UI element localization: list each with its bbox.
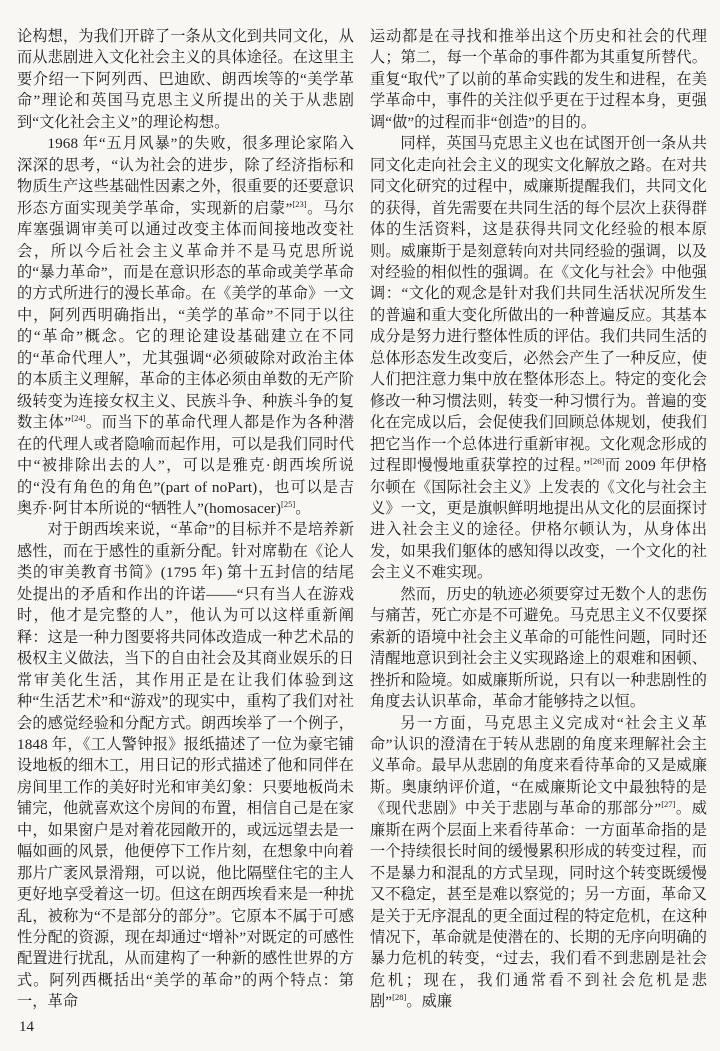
paragraph: 同样，英国马克思主义也在试图开创一条从共同文化走向社会主义的现实文化解放之路。在对共同文化研究的过程中，威廉斯提醒我们，共同文化的获得，首先需要在共同生活的每个层次上获得群体的生活资料，这是获得共同文化经验的根本原则。威廉斯于是刻意转向对共同经验的强调，以及对经验的相似性的强调。在《文化与社会》中他强调：“文化的观念是针对我们共同生活状况所发生的普遍和重大变化所做出的一种普遍反应。其基本成分是努力进行整体性质的评估。我们共同生活的总体形态发生改变后，必然会产生了一种反应，使人们把注意力集中放在整体形态上。特定的变化会修改一种习惯法则，转变一种习惯行为。普遍的变化在完成以后，会促使我们回顾总体规划，使我们把它当作一个总体进行重新审视。文化观念形成的过程即慢慢地重获掌控的过程。”[26]而 2009 年伊格尔顿在《国际社会主义》上发表的《文化与社会主义》一文，更是旗帜鲜明地提出从文化的层面探讨进入社会主义的途径。伊格尔顿认为，从身体出发，如果我们躯体的感知得以改变，一个文化的社会主义不难实现。	[370, 135, 707, 582]
footnote-ref: [23]	[292, 198, 307, 209]
paragraph: 论构想，为我们开辟了一条从文化到共同文化，从而从悲剧进入文化社会主义的具体途径。在这里主要介绍一下阿列西、巴迪欧、朗西埃等的“美学革命”理论和英国马克思主义所提出的关于从悲剧到“文化社会主义”的理论构想。	[17, 28, 354, 131]
paragraph: 然而，历史的轨迹必须要穿过无数个人的悲伤与痛苦，死亡亦是不可避免。马克思主义不仅要探索新的语境中社会主义革命的可能性问题，同时还清醒地意识到社会主义实现路途上的艰难和困顿、挫折和险境。如威廉斯所说，只有以一种悲剧性的角度去认识革命，革命才能够持之以恒。	[370, 585, 707, 711]
page-number: 14	[19, 1019, 34, 1035]
footnote-ref: [26]	[590, 456, 605, 466]
right-column	[370, 26, 707, 1013]
paragraph: 对于朗西埃来说，“革命”的目标并不是培养新感性，而在于感性的重新分配。针对席勒在《论人类的审美教育书简》(1795 年) 第十五封信的结尾处提出的矛盾和作出的许诺——“只有当人在游戏时，他才是完整的人”，他认为可以这样重新阐释：这是一种力图要将共同体改造成一种艺术品的极权主义做法，当下的自由社会及其商业娱乐的日常审美化生活，其作用正是在让我们体验到这种“生活艺术”和“游戏”的现实中，重构了我们对社会的感觉经验和分配方式。朗西埃举了一个例子，1848 年，《工人警钟报》报纸描述了一位为豪宅铺设地板的细木工，用日记的形式描述了他和同伴在房间里工作的美好时光和审美幻象：只要地板尚未铺完，他就喜欢这个房间的布置，相信自己是在家中，如果窗户是对着花园敞开的，或远远望去是一幅如画的风景，他便停下工作片刻，在想象中向着那片广袤风景滑翔，可以说，他比隔壁住宅的主人更好地享受着这一切。但这在朗西埃看来是一种扰乱，被称为“不是部分的部分”。它原本不属于可感性分配的资源，现在却通过“增补”对既定的可感性配置进行扰乱，从而建构了一种新的感性世界的方式。阿列西概括出“美学的革命”的两个特点：第一，革命	[17, 521, 354, 1011]
footnote-ref: [25]	[281, 498, 296, 509]
left-column	[17, 26, 354, 1013]
paragraph: 运动都是在寻找和推举出这个历史和社会的代理人；第二，每一个革命的事件都为其重复所替代。重复“取代”了以前的革命实践的发生和进程，在美学革命中，事件的关注似乎更在于过程本身，更强调“做”的过程而非“创造”的目的。	[370, 28, 707, 131]
paragraph: 另一方面，马克思主义完成对“社会主义革命”认识的澄清在于转从悲剧的角度来理解社会主义革命。最早从悲剧的角度来看待革命的又是威廉斯。奥康纳评价道，“在威廉斯论文中最独特的是《现代悲剧》中关于悲剧与革命的那部分”[27]。威廉斯在两个层面上来看待革命：一方面革命指的是一个持续很长时间的缓慢累积形成的转变过程，而不是暴力和混乱的方式呈现，同时这个转变既缓慢又不稳定，甚至是难以察觉的；另一方面，革命又是关于无序混乱的更全面过程的特定危机，在这种情况下，革命就是使潜在的、长期的无序向明确的暴力危机的转变，“过去，我们看不到悲剧是社会危机；现在，我们通常看不到社会危机是悲剧”[28]。威廉	[370, 714, 707, 1011]
footnote-ref: [27]	[661, 799, 676, 810]
text-columns	[17, 26, 707, 1013]
footnote-ref: [24]	[71, 413, 86, 424]
footnote-ref: [28]	[392, 992, 407, 1003]
paragraph: 1968 年“五月风暴”的失败，很多理论家陷入深深的思考，“认为社会的进步，除了经济指标和物质生产这些基础性因素之外，很重要的还要意识形态方面实现美学革命，实现新的启蒙”[23]。马尔库塞强调审美可以通过改变主体而间接地改变社会，所以今后社会主义革命并不是马克思所说的“暴力革命”，而是在意识形态的革命或美学革命的方式所进行的漫长革命。在《美学的革命》一文中，阿列西明确指出，“美学的革命”不同于以往的“革命”概念。它的理论建设基础建立在不同的“革命代理人”，尤其强调“必须破除对政治主体的本质主义理解，革命的主体必须由单数的无产阶级转变为连接女权主义、民族斗争、种族斗争的复数主体”[24]。而当下的革命代理人都是作为各种潜在的代理人或者隐喻而起作用，可以是我们同时代中“被排除出去的人”，可以是雅克·朗西埃所说的“没有角色的角色”(part of noPart)，也可以是吉奥乔·阿甘本所说的“牺牲人”(homosacer)[25]。	[17, 135, 354, 517]
